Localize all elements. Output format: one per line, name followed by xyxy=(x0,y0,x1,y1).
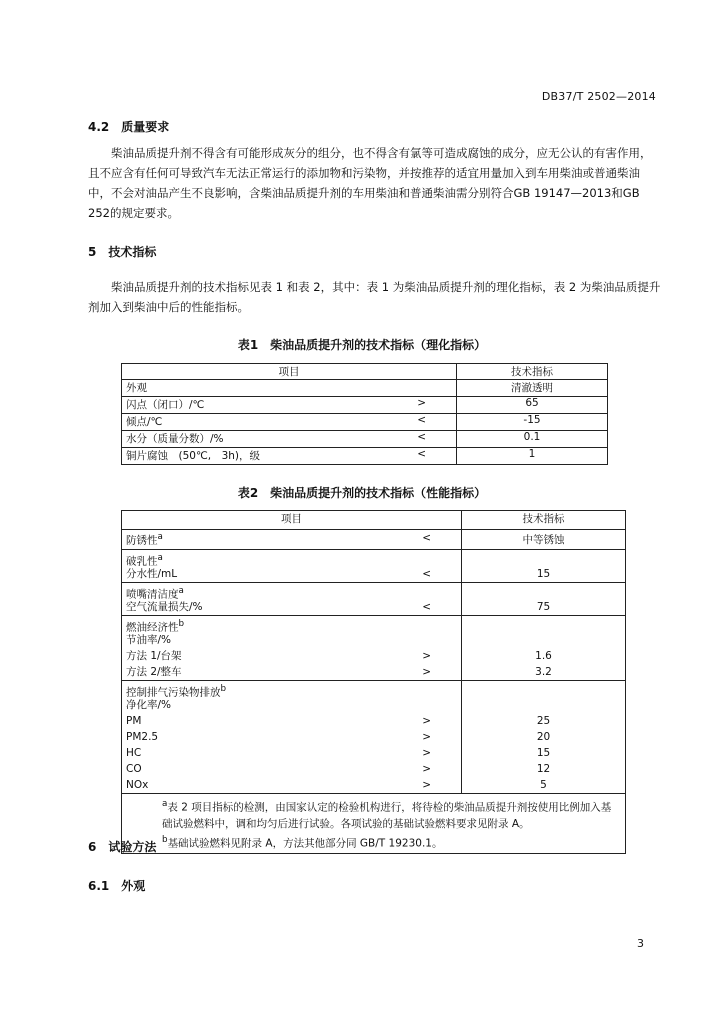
row-item: 铜片腐蚀 (50℃, 3h)，级 xyxy=(126,450,261,462)
row-value: 1 xyxy=(457,448,608,465)
table-row xyxy=(122,380,608,397)
row-value: 15 xyxy=(536,747,551,759)
row-operator: < xyxy=(417,414,426,426)
row-operator: < xyxy=(422,568,431,580)
row-item: 闪点（闭口）/℃ xyxy=(126,399,205,411)
row-subitem: 空气流量损失/% xyxy=(126,601,203,613)
footnote-marker: a xyxy=(157,553,163,563)
row-value: 12 xyxy=(536,763,551,775)
row-operator: > xyxy=(422,666,431,678)
method-2: 方法 2/整车 xyxy=(126,666,182,678)
row-operator: < xyxy=(417,431,426,443)
pollutant-name: PM xyxy=(126,715,142,727)
table2-head-item: 项目 xyxy=(122,511,462,530)
row-value: 20 xyxy=(536,731,551,743)
row-operator: > xyxy=(422,715,431,727)
tech-intro-paragraph: 柴油品质提升剂的技术指标见表 1 和表 2，其中：表 1 为柴油品质提升剂的理化指标，表 2 为柴油品质提升剂加入到柴油中后的性能指标。 xyxy=(88,280,661,314)
footnote-marker: b xyxy=(178,619,185,629)
row-operator: > xyxy=(417,397,426,409)
pollutant-name: NOx xyxy=(126,779,149,791)
row-value: 5 xyxy=(540,779,547,791)
table2-header xyxy=(122,511,626,530)
row-value: 3.2 xyxy=(535,666,552,678)
row-value: 75 xyxy=(536,601,551,613)
section-4-2-title: 4.2 质量要求 xyxy=(88,120,170,134)
footnote-marker: a xyxy=(157,532,163,542)
row-operator: < xyxy=(422,532,431,544)
table1-caption: 表1 柴油品质提升剂的技术指标（理化指标） xyxy=(237,338,487,352)
row-value: -15 xyxy=(457,414,608,431)
row-item: 破乳性 xyxy=(126,555,158,568)
footnote-marker: a xyxy=(178,586,184,596)
row-operator: > xyxy=(422,650,431,662)
row-value: 中等锈蚀 xyxy=(462,530,626,550)
table-row xyxy=(122,550,626,583)
table-row xyxy=(122,530,626,550)
table1-head-item: 项目 xyxy=(122,364,457,380)
row-value: 15 xyxy=(536,568,551,580)
row-value: 65 xyxy=(457,397,608,414)
method-1: 方法 1/台架 xyxy=(126,650,182,662)
table2-caption: 表2 柴油品质提升剂的技术指标（性能指标） xyxy=(237,486,487,500)
row-operator: > xyxy=(422,763,431,775)
footnote-marker: a xyxy=(162,799,168,809)
row-value: 清澈透明 xyxy=(457,380,608,397)
row-value: 0.1 xyxy=(457,431,608,448)
row-item: 防锈性 xyxy=(126,534,158,547)
row-item: 外观 xyxy=(122,380,457,397)
table1 xyxy=(121,363,608,465)
row-value: 25 xyxy=(536,715,551,727)
quality-paragraph: 柴油品质提升剂不得含有可能形成灰分的组分，也不得含有氯等可造成腐蚀的成分，应无公认的有害作用，且不应含有任何可导致汽车无法正常运行的添加物和污染物，并按推荐的适宜用量加入到车用柴油或普通柴油中，不会对油品产生不良影响，含柴油品质提升剂的车用柴油和普通柴油需分别符合GB 19147—2013和GB 252的规定要求。 xyxy=(88,146,652,220)
row-operator: > xyxy=(422,731,431,743)
table-row xyxy=(122,414,608,431)
row-operator: < xyxy=(422,601,431,613)
row-item: 倾点/℃ xyxy=(126,416,163,428)
pollutant-name: PM2.5 xyxy=(126,731,159,743)
section-6-1-title: 6.1 外观 xyxy=(88,879,146,893)
row-item: 喷嘴清洁度 xyxy=(126,588,179,601)
row-subitem: 节油率/% xyxy=(126,634,172,646)
pollutant-name: CO xyxy=(126,763,142,775)
table2 xyxy=(121,510,626,854)
pollutant-name: HC xyxy=(126,747,142,759)
table-row xyxy=(122,616,626,681)
footnote-marker: b xyxy=(220,684,227,694)
note-a-text: 表 2 项目指标的检测，由国家认定的检验机构进行，将待检的柴油品质提升剂按使用比例加入基础试验燃料中，调和均匀后进行试验。各项试验的基础试验燃料要求见附录 A。 xyxy=(162,801,612,830)
section-6-title: 6 试验方法 xyxy=(88,840,157,854)
table-row xyxy=(122,448,608,465)
table1-head-spec: 技术指标 xyxy=(457,364,608,380)
table-row xyxy=(122,583,626,616)
note-a xyxy=(162,796,619,832)
document-code: DB37/T 2502—2014 xyxy=(541,90,656,103)
table-row xyxy=(122,681,626,794)
row-subitem: 分水性/mL xyxy=(126,568,178,580)
row-subitem: 净化率/% xyxy=(126,699,172,711)
row-item: 水分（质量分数）/% xyxy=(126,433,224,445)
row-operator: > xyxy=(422,747,431,759)
table2-head-spec: 技术指标 xyxy=(462,511,626,530)
row-value: 1.6 xyxy=(535,650,552,662)
table-row xyxy=(122,397,608,414)
row-operator: > xyxy=(422,779,431,791)
table-row xyxy=(122,431,608,448)
note-b-text: 基础试验燃料见附录 A，方法其他部分同 GB/T 19230.1。 xyxy=(167,837,443,849)
section-5-title: 5 技术指标 xyxy=(88,245,157,259)
row-item: 控制排气污染物排放 xyxy=(126,686,221,699)
row-operator: < xyxy=(417,448,426,460)
footnote-marker: b xyxy=(162,834,168,845)
table2-notes xyxy=(122,794,626,854)
table1-header xyxy=(122,364,608,380)
row-item: 燃油经济性 xyxy=(126,621,179,634)
page-number: 3 xyxy=(637,937,644,950)
note-b xyxy=(162,832,619,852)
